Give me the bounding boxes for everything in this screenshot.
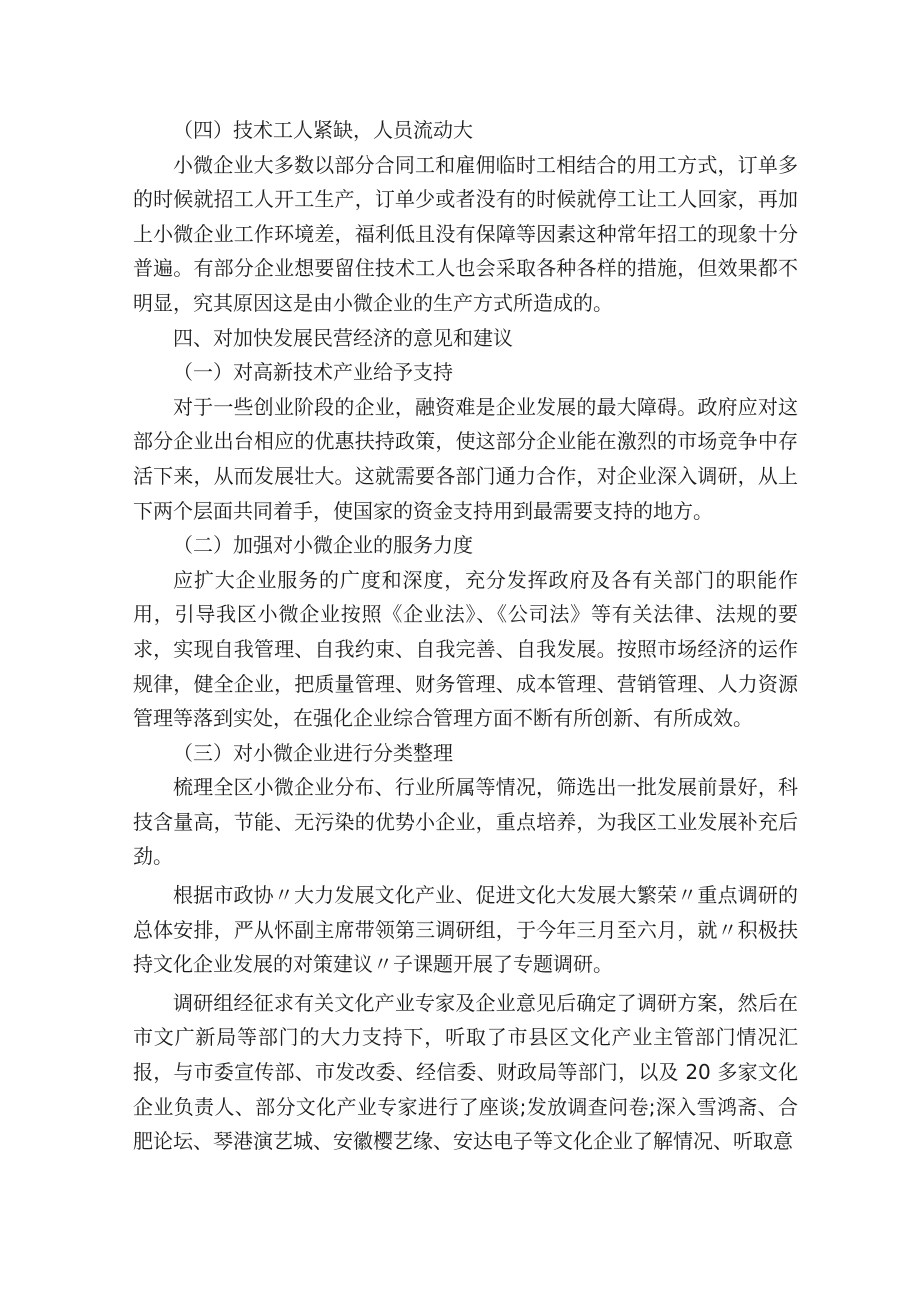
paragraph-labor-shortage: 小微企业大多数以部分合同工和雇佣临时工相结合的用工方式，订单多的时候就招工人开工生产，订单少或者没有的时候就停工让工人回家，再加上小微企业工作环境差，福利低且没有保障等因素这种常年招工的现象十分普遍。有部分企业想要留住技术工人也会采取各种各样的措施，但效果都不明显，究其原因这是由小微企业的生产方式所造成的。 [133, 152, 798, 315]
paragraph-hightech-support: 对于一些创业阶段的企业，融资难是企业发展的最大障碍。政府应对这部分企业出台相应的优惠扶持政策，使这部分企业能在激烈的市场竞争中存活下来，从而发展壮大。这就需要各部门通力合作，对企业深入调研，从上下两个层面共同着手，使国家的资金支持用到最需要支持的地方。 [133, 394, 798, 523]
paragraph-service-strength: 应扩大企业服务的广度和深度，充分发挥政府及各有关部门的职能作用，引导我区小微企业按照《企业法》、《公司法》等有关法律、法规的要求，实现自我管理、自我约束、自我完善、自我发展。按照市场经济的运作规律，健全企业，把质量管理、财务管理、成本管理、营销管理、人力资源管理等落到实处，在强化企业综合管理方面不断有所创新、有所成效。 [133, 567, 798, 731]
section-heading-4: 四、对加快发展民营经济的意见和建议 [173, 325, 513, 350]
paragraph-research-method: 调研组经征求有关文化产业专家及企业意见后确定了调研方案，然后在市文广新局等部门的大力支持下，听取了市县区文化产业主管部门情况汇报，与市委宣传部、市发改委、经信委、财政局等部门，以及 20 多家文化企业负责人、部分文化产业专家进行了座谈;发放调查问卷;深入雪鸿斋、合肥论坛、琴港演艺城、安徽樱艺缘、安达电子等文化企业了解情况、听取意 [133, 990, 798, 1154]
subheading-4: （四）技术工人紧缺，人员流动大 [173, 118, 473, 142]
document-body [133, 113, 798, 1159]
subheading-1: （一）对高新技术产业给予支持 [173, 360, 453, 385]
paragraph-classification: 梳理全区小微企业分布、行业所属等情况，筛选出一批发展前景好，科技含量高，节能、无污染的优势小企业，重点培养，为我区工业发展补充后劲。 [133, 775, 798, 869]
subheading-2: （二）加强对小微企业的服务力度 [173, 533, 473, 558]
paragraph-cppcc-research: 根据市政协〃大力发展文化产业、促进文化大发展大繁荣〃重点调研的总体安排，严从怀副主席带领第三调研组，于今年三月至六月，就〃积极扶持文化企业发展的对策建议〃子课题开展了专题调研。 [133, 883, 798, 977]
subheading-3: （三）对小微企业进行分类整理 [173, 740, 453, 765]
